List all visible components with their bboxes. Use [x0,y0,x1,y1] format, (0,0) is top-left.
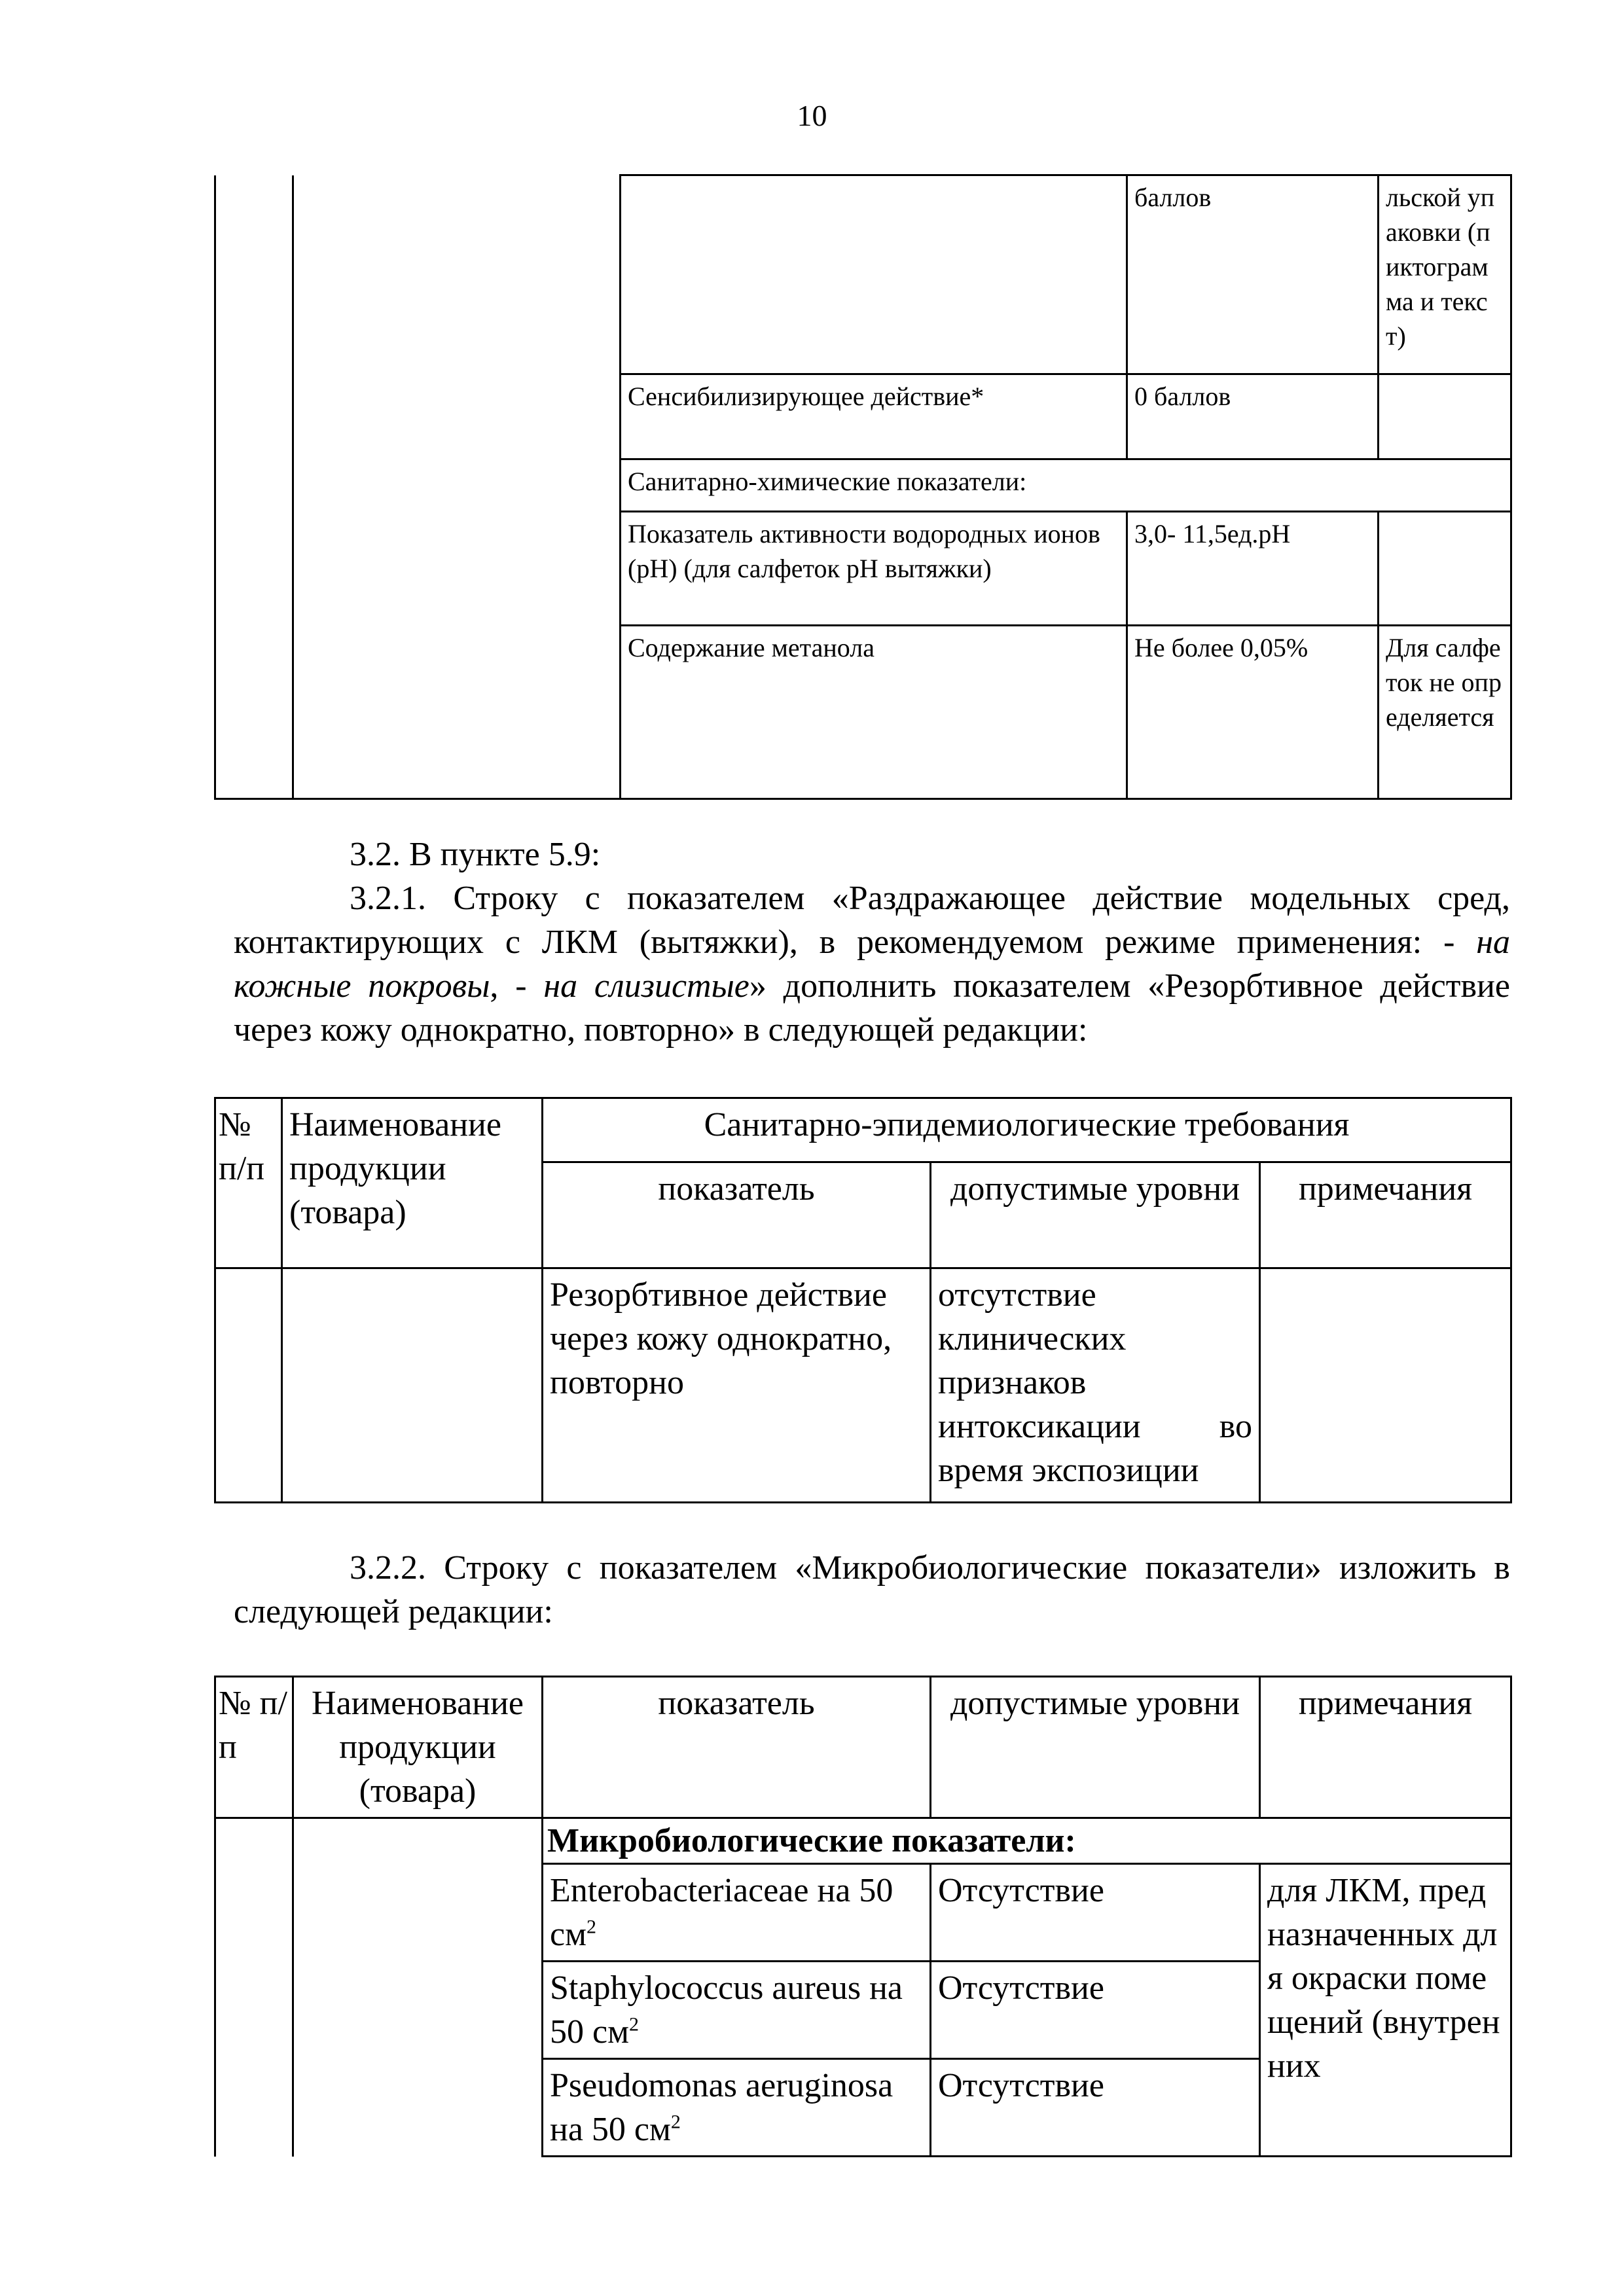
cell-indicator: Показатель активности водородных ионов (рН) (для салфеток рН вытяжки) [621,512,1127,626]
cell-indicator [621,175,1127,374]
section-heading: Санитарно-химические показатели: [621,459,1511,512]
header-name: Наименование продукции (товара) [293,1677,543,1818]
cell-note: льской упаковки (пиктограмма и текст) [1379,175,1511,374]
table-header-row [215,1098,1511,1162]
page-number: 10 [797,99,827,132]
paragraph-3-2-1: 3.2.1. Строку с показателем «Раздражающее действие модельных сред, контактирующих с ЛКМ (вытяжки), в рекомендуемом режиме применения: - на кожные покровы, - на слизистые» дополнить показателем «Резорбтивное действие через кожу однократно, повторно» в следующей редакции: [234,880,1510,1049]
cell-note: Для салфеток не определяется [1379,626,1511,799]
header-levels: допустимые уровни [931,1162,1260,1268]
header-name: Наименование продукции (товара) [282,1098,543,1268]
cell-level: отсутствие клинических признаков интоксикации во время экспозиции [931,1268,1260,1503]
cell-note [1379,374,1511,459]
cell-indicator: Резорбтивное действие через кожу однократно, повторно [543,1268,931,1503]
table-row [215,175,1511,374]
header-group: Санитарно-эпидемиологические требования [543,1098,1511,1162]
header-notes: примечания [1260,1162,1511,1268]
cell-level: Отсутствие [931,1864,1260,1962]
cell-level: Отсутствие [931,1962,1260,2059]
header-levels: допустимые уровни [931,1677,1260,1818]
header-num: № п/п [215,1098,282,1268]
cell-indicator: Pseudomonas aeruginosa на 50 $см^2$ [543,2059,931,2157]
table-row [215,1268,1511,1503]
paragraph-3-2-2: 3.2.2. Строку с показателем «Микробиологические показатели» изложить в следующей редакции: [234,1549,1510,1630]
cell-level: 3,0- 11,5ед.рН [1127,512,1379,626]
cell-indicator: Сенсибилизирующее действие* [621,374,1127,459]
cell-level: 0 баллов [1127,374,1379,459]
cell-level: Не более 0,05% [1127,626,1379,799]
cell-level: Отсутствие [931,2059,1260,2157]
table-header-row [215,1677,1511,1818]
section-heading: Микробиологические показатели: [543,1818,1511,1864]
cell-indicator: Содержание метанола [621,626,1127,799]
cell-note [1379,512,1511,626]
cell-indicator: Enterobacteriaceae на 50 $см^2$ [543,1864,931,1962]
cell-indicator: Staphylococcus aureus на 50 $см^2$ [543,1962,931,2059]
header-notes: примечания [1260,1677,1511,1818]
table-continuation [214,174,1512,800]
table-resorptive [214,1097,1512,1503]
header-num: № п/п [215,1677,293,1818]
header-indicator: показатель [543,1162,931,1268]
cell-note: для ЛКМ, предназначенных для окраски помещений (внутренних [1260,1864,1511,2157]
table-microbiological [214,1676,1512,2157]
table-section-row [215,1818,1511,1864]
cell-level: баллов [1127,175,1379,374]
header-indicator: показатель [543,1677,931,1818]
section-heading-3-2: 3.2. В пункте 5.9: [350,836,601,873]
